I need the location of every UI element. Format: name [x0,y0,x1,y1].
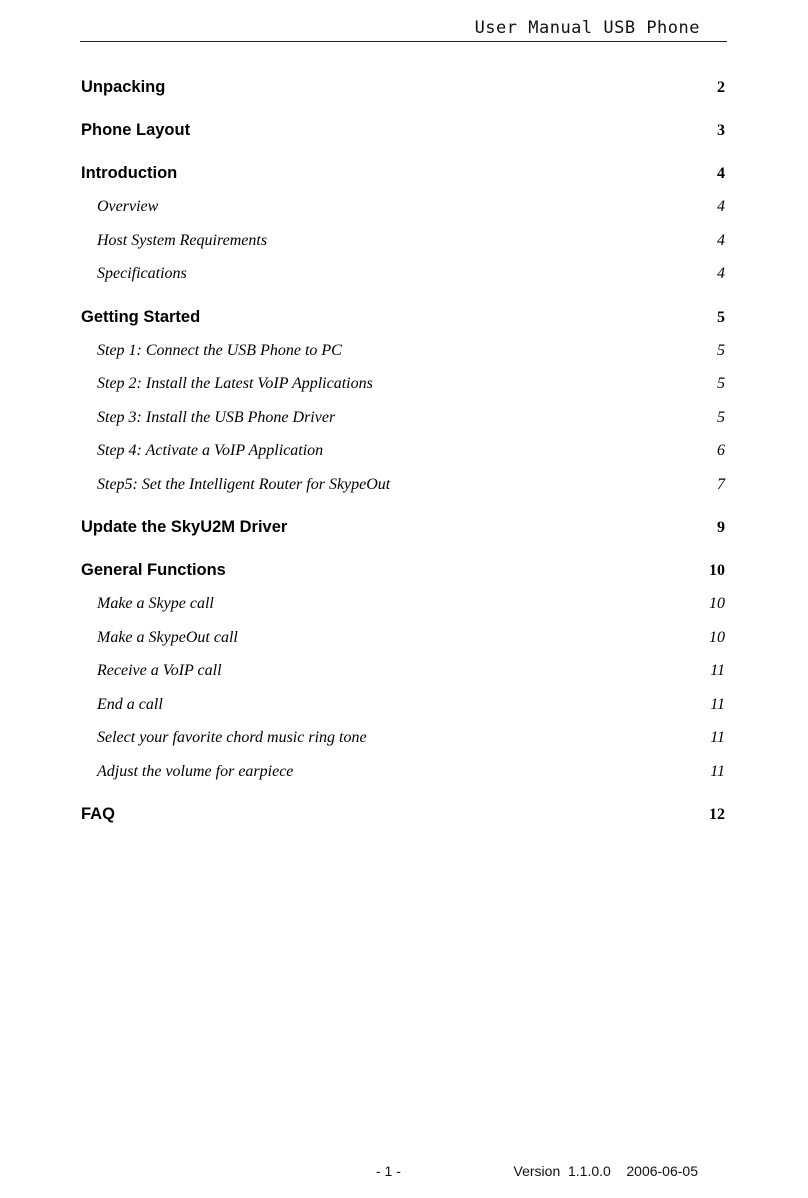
toc-section-entry[interactable] [81,796,725,839]
toc-entry-page-number: 11 [710,729,725,746]
toc-entry-title: Make a Skype call [97,595,214,612]
running-header: User Manual USB Phone [474,18,700,38]
toc-entry-title: Select your favorite chord music ring tone [97,729,367,746]
toc-entry-page-number: 5 [717,408,725,426]
toc-entry-page-number: 11 [710,762,725,780]
toc-entry-page-number: 11 [710,695,725,713]
toc-entry-page-number: 4 [717,198,725,215]
toc-entry-page-number: 12 [709,806,725,823]
toc-entry-page-number: 4 [717,165,725,182]
version-info: Version 1.1.0.0 2006-06-05 [513,1163,698,1179]
toc-section-entry[interactable] [81,552,725,595]
toc-entry-page-number: 3 [717,122,725,139]
toc-entry-title: Introduction [81,164,178,182]
toc-section-entry[interactable] [81,112,725,155]
toc-subsection-entry[interactable] [81,342,725,376]
toc-subsection-entry[interactable] [81,232,725,266]
toc-entry-title: Step5: Set the Intelligent Router for SkypeOut [97,475,391,493]
toc-entry-title: Specifications [97,265,187,282]
toc-entry-title: Overview [97,198,159,215]
table-of-contents [81,78,725,839]
toc-entry-page-number: 5 [717,375,725,392]
toc-entry-title: Step 4: Activate a VoIP Application [97,442,324,459]
toc-entry-page-number: 5 [717,308,725,326]
toc-entry-title: Update the SkyU2M Driver [81,518,288,536]
toc-entry-page-number: 10 [709,562,725,579]
toc-entry-title: Unpacking [81,78,166,96]
toc-entry-title: Phone Layout [81,121,191,139]
toc-section-entry[interactable] [81,509,725,552]
toc-section-entry[interactable] [81,78,725,112]
toc-subsection-entry[interactable] [81,265,725,299]
toc-entry-page-number: 5 [717,341,725,359]
toc-subsection-entry[interactable] [81,409,725,443]
toc-entry-page-number: 4 [717,231,725,249]
page-number: - 1 - [376,1163,401,1179]
toc-section-entry[interactable] [81,299,725,342]
toc-subsection-entry[interactable] [81,662,725,696]
toc-section-entry[interactable] [81,155,725,198]
toc-entry-page-number: 9 [717,519,725,536]
toc-subsection-entry[interactable] [81,629,725,663]
toc-entry-page-number: 7 [717,475,725,493]
toc-subsection-entry[interactable] [81,375,725,409]
toc-entry-title: Getting Started [81,307,201,326]
toc-subsection-entry[interactable] [81,696,725,730]
toc-entry-title: Step 2: Install the Latest VoIP Applications [97,375,373,392]
toc-entry-title: Host System Requirements [97,231,268,249]
toc-subsection-entry[interactable] [81,198,725,232]
toc-subsection-entry[interactable] [81,595,725,629]
toc-entry-title: Make a SkypeOut call [97,628,238,646]
header-rule [80,41,727,42]
toc-entry-page-number: 2 [717,79,725,96]
toc-subsection-entry[interactable] [81,442,725,476]
toc-entry-title: Receive a VoIP call [97,662,222,679]
toc-entry-title: FAQ [81,805,115,823]
toc-entry-title: General Functions [81,561,226,579]
toc-entry-page-number: 6 [717,442,725,459]
toc-entry-title: Step 3: Install the USB Phone Driver [97,408,336,426]
toc-entry-title: End a call [97,695,163,713]
toc-subsection-entry[interactable] [81,729,725,763]
toc-subsection-entry[interactable] [81,763,725,797]
toc-subsection-entry[interactable] [81,476,725,510]
toc-entry-title: Adjust the volume for earpiece [97,762,294,780]
toc-entry-page-number: 10 [709,628,725,646]
toc-entry-title: Step 1: Connect the USB Phone to PC [97,341,342,359]
toc-entry-page-number: 10 [709,595,725,612]
toc-entry-page-number: 11 [710,662,725,679]
toc-entry-page-number: 4 [717,265,725,282]
